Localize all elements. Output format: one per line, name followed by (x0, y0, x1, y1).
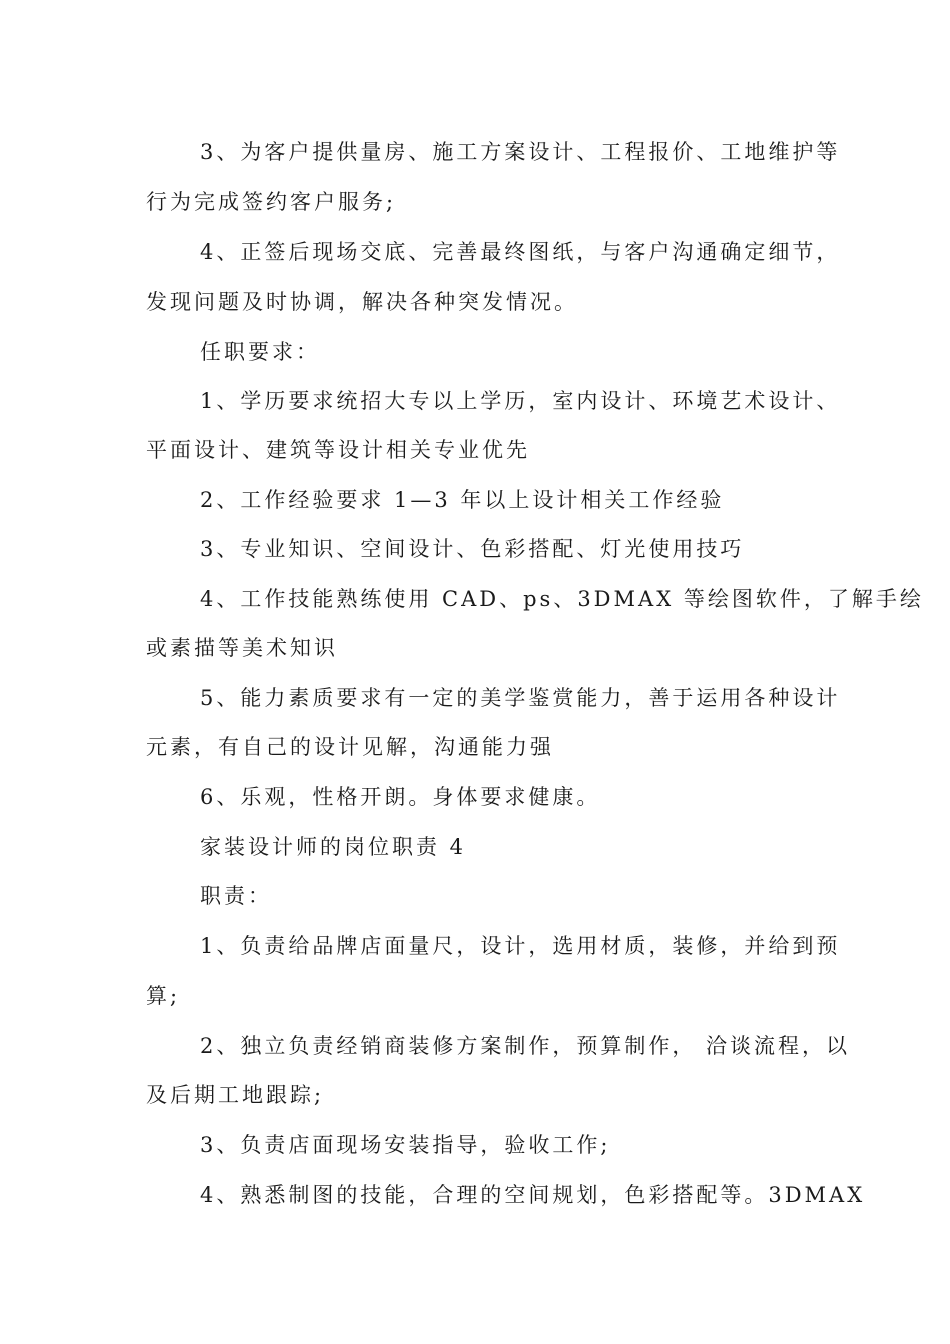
section-heading: 家装设计师的岗位职责 4 (200, 835, 467, 859)
paragraph-line: 5、能力素质要求有一定的美学鉴赏能力，善于运用各种设计 (200, 686, 841, 710)
paragraph-line: 算; (146, 984, 181, 1008)
paragraph-line: 2、独立负责经销商装修方案制作，预算制作， 洽谈流程，以 (200, 1034, 851, 1058)
paragraph-line: 1、学历要求统招大专以上学历，室内设计、环境艺术设计、 (200, 389, 841, 413)
section-heading: 任职要求： (200, 340, 320, 364)
paragraph-line: 3、为客户提供量房、施工方案设计、工程报价、工地维护等 (200, 140, 841, 164)
paragraph-line: 2、工作经验要求 1—3 年以上设计相关工作经验 (200, 488, 725, 512)
paragraph-line: 或素描等美术知识 (146, 636, 338, 660)
paragraph-line: 4、正签后现场交底、完善最终图纸，与客户沟通确定细节， (200, 240, 841, 264)
paragraph-line: 4、熟悉制图的技能，合理的空间规划，色彩搭配等。3DMAX (200, 1183, 866, 1207)
paragraph-line: 3、负责店面现场安装指导，验收工作; (200, 1133, 611, 1157)
paragraph-line: 3、专业知识、空间设计、色彩搭配、灯光使用技巧 (200, 537, 745, 561)
paragraph-line: 及后期工地跟踪; (146, 1083, 325, 1107)
paragraph-line: 行为完成签约客户服务; (146, 190, 397, 214)
paragraph-line: 1、负责给品牌店面量尺，设计，选用材质，装修，并给到预 (200, 934, 841, 958)
paragraph-line: 平面设计、建筑等设计相关专业优先 (146, 438, 530, 462)
section-heading: 职责： (200, 884, 272, 908)
paragraph-line: 6、乐观，性格开朗。身体要求健康。 (200, 785, 601, 809)
paragraph-line: 元素，有自己的设计见解，沟通能力强 (146, 735, 554, 759)
paragraph-line: 4、工作技能熟练使用 CAD、ps、3DMAX 等绘图软件，了解手绘 (200, 587, 924, 611)
paragraph-line: 发现问题及时协调，解决各种突发情况。 (146, 290, 578, 314)
